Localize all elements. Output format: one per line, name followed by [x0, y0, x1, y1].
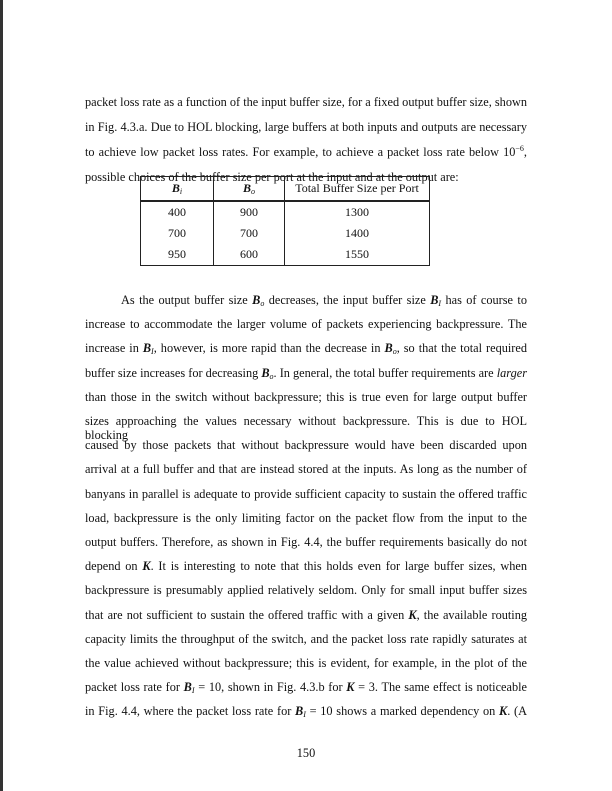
text-run: in Fig. 4.4, where the packet loss rate for — [85, 704, 296, 719]
text-line — [85, 583, 527, 597]
table-cell: 950 — [141, 244, 214, 266]
text-line — [85, 704, 527, 718]
text-line — [85, 511, 527, 525]
math-sup: −6 — [515, 144, 524, 153]
text-line — [85, 535, 527, 549]
text-run: = 10, shown in Fig. 4.3.b for — [194, 680, 347, 695]
math-sub: I — [191, 686, 195, 696]
text-line — [85, 95, 527, 109]
text-run: load, backpressure is the only limiting factor on the packet flow from the input to the — [85, 510, 527, 525]
table-cell: 900 — [214, 201, 285, 223]
text-run: caused by those packets that without backpressure would have been discarded upon — [85, 438, 527, 453]
text-line — [85, 317, 527, 331]
text-run: in Fig. 4.3.a. Due to HOL blocking, large buffers at both inputs and outputs are necessary — [85, 120, 527, 134]
text-run: capacity limits the throughput of the switch, and the packet loss rate rapidly saturates at — [85, 631, 527, 646]
text-line — [85, 341, 527, 355]
text-run: has of course to — [441, 293, 527, 307]
math-b: B — [261, 365, 270, 380]
text-run: backpressure is presumably applied relatively seldom. Only for small input buffer sizes — [85, 583, 527, 598]
text-line — [85, 120, 527, 134]
math-b: B — [384, 341, 393, 356]
text-run: depend on — [85, 559, 143, 574]
math-b: B — [252, 293, 261, 307]
math-sub: o — [392, 347, 397, 357]
text-run: arrival at a full buffer and that are instead stored at the inputs. As long as the number of — [85, 462, 527, 477]
text-run: , so that the total required — [396, 341, 527, 356]
text-run: buffer size increases for decreasing — [85, 365, 262, 380]
math-b: K — [408, 607, 417, 622]
table-cell: 1400 — [285, 223, 430, 244]
table-cell: 700 — [141, 223, 214, 244]
table-row — [141, 244, 430, 266]
math-sub: o — [260, 299, 265, 308]
math-sub: I — [303, 710, 306, 720]
text-run: the value achieved without backpressure; this is evident, for example, in the plot of the — [85, 656, 527, 670]
header-var: B — [171, 181, 180, 195]
table-header-row — [141, 177, 430, 202]
text-line — [85, 632, 527, 646]
text-line — [85, 390, 527, 404]
table-cell: 700 — [214, 223, 285, 244]
text-run: , the available routing — [416, 607, 527, 622]
text-line — [85, 608, 527, 622]
header-bi — [141, 177, 214, 202]
table-row — [141, 223, 430, 244]
table-cell: 1300 — [285, 201, 430, 223]
math-b: B — [430, 293, 439, 307]
math-b: K — [142, 559, 151, 574]
text-line — [85, 438, 527, 452]
table-row — [141, 201, 430, 223]
text-run: packet loss rate as a function of the input buffer size, for a fixed output buffer size, shown — [85, 95, 527, 109]
text-run: . In general, the total buffer requirements are — [273, 365, 497, 380]
page-edge — [0, 0, 3, 791]
text-run: than those in the switch without backpressure; this is true even for large output buffer — [85, 389, 527, 404]
text-run: increase to accommodate the larger volume of packets experiencing backpressure. The — [85, 317, 527, 332]
text-run: to achieve low packet loss rates. For example, to achieve a packet loss rate below 10 — [85, 145, 516, 159]
math-sub: o — [269, 371, 274, 381]
text-line — [85, 145, 527, 159]
math-b: K — [346, 680, 355, 695]
text-run: . It is interesting to note that this holds even for large buffer sizes, when — [150, 559, 527, 574]
text-run: = 10 shows a marked dependency on — [305, 704, 500, 719]
text-run: , however, is more rapid than the decrease in — [153, 341, 385, 356]
header-var: B — [242, 181, 251, 195]
text-line — [85, 559, 527, 573]
text-line — [85, 656, 527, 670]
page-number: 150 — [296, 746, 316, 760]
buffer-size-table — [140, 176, 430, 266]
text-run: banyans in parallel is adequate to provide sufficient capacity to sustain the offered traffic — [85, 486, 527, 501]
text-run: sizes approaching the values necessary without backpressure. This is due to HOL blocking — [85, 414, 527, 442]
header-bo — [214, 177, 285, 202]
table-cell: 400 — [141, 201, 214, 223]
text-run: , — [523, 145, 527, 159]
text-run: packet loss rate for — [85, 680, 184, 695]
table-cell: 1550 — [285, 244, 430, 266]
text-line — [85, 487, 527, 501]
text-run: that are not sufficient to sustain the offered traffic with a given — [85, 607, 409, 622]
math-b: B — [142, 341, 152, 356]
math-sub: I — [151, 347, 154, 357]
text-run: = 3. The same effect is noticeable — [354, 680, 527, 695]
text-line — [85, 462, 527, 476]
text-run: decreases, the input buffer size — [264, 293, 431, 307]
text-run: increase in — [85, 341, 143, 356]
header-sub: i — [179, 187, 183, 196]
text-run: As the output buffer size — [121, 293, 253, 307]
text-run: possible choices of the buffer size per port at the input and at the output are: — [85, 170, 459, 184]
header-sub: o — [251, 187, 255, 196]
text-line — [121, 293, 527, 307]
header-total: Total Buffer Size per Port — [285, 177, 430, 202]
math-b: B — [183, 680, 192, 695]
text-run: output buffers. Therefore, as shown in Fig. 4.4, the buffer requirements basically do not — [85, 535, 527, 549]
text-line — [85, 680, 527, 694]
math-sub: I — [438, 299, 442, 308]
math-b: K — [499, 704, 508, 719]
table-cell: 600 — [214, 244, 285, 266]
math-i: larger — [496, 365, 527, 380]
text-run: . (A — [507, 704, 527, 719]
text-line — [85, 366, 527, 380]
math-b: B — [295, 704, 304, 719]
text-line — [85, 414, 527, 442]
